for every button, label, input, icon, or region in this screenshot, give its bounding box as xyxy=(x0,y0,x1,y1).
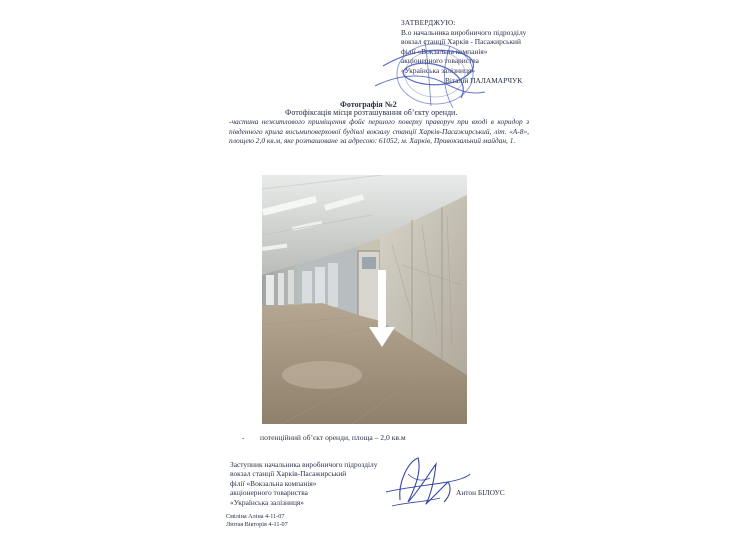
approval-line: філії «Вокзальна компанія» xyxy=(401,46,488,56)
approval-line: вокзал станції Харків - Пасажирський xyxy=(401,37,521,47)
photo-title: Фотографія №2 xyxy=(340,100,397,109)
fixation-title: Фотофіксація місця розташування об’єкту оренди. xyxy=(285,108,458,117)
deputy-line: акціонерного товариства xyxy=(230,488,308,498)
deputy-line: вокзал станції Харків-Пасажирський xyxy=(230,469,347,479)
approval-line: «Українська залізниця» xyxy=(401,65,475,75)
approval-signatory: Віталій ПАЛАМАРЧУК xyxy=(445,75,523,85)
deputy-block xyxy=(230,460,377,507)
deputy-line: «Українська залізниця» xyxy=(230,497,304,507)
footer-line: Сміліна Аліна 4-11-07 xyxy=(226,513,285,520)
footer-block xyxy=(226,513,288,529)
deputy-line: філії «Вокзальна компанія» xyxy=(230,478,317,488)
approval-line: В.о начальника виробничого підрозділу xyxy=(401,27,527,37)
footer-line: Лютая Вікторія 4-11-07 xyxy=(226,521,288,528)
corridor-photo-image xyxy=(262,175,467,424)
object-description: -частина нежитлового приміщення фойє першого поверху праворуч при вході в коридор з південного крила восьмиповерхової будівлі вокзалу станції Харків-Пасажирський, літ. «А-8», площею 2,0 кв.м, яке розташоване за адресою: 61052, м. Харків, Привокзальний майдан, 1. xyxy=(229,117,529,146)
handwritten-signature-icon xyxy=(378,452,473,512)
deputy-signatory: Антон БІЛОУС xyxy=(456,488,505,497)
deputy-line: Заступник начальника виробничого підрозділу xyxy=(230,460,378,469)
approval-heading: ЗАТВЕРДЖУЮ: xyxy=(401,18,456,27)
approval-line: акціонерного товариства xyxy=(401,56,479,66)
deputy-signature xyxy=(378,452,473,512)
caption-text: потенційний об’єкт оренди, площа – 2,0 кв.м xyxy=(260,433,406,442)
caption-bullet: - xyxy=(242,433,245,442)
photo-caption xyxy=(242,433,406,442)
corridor-photo xyxy=(262,175,467,424)
